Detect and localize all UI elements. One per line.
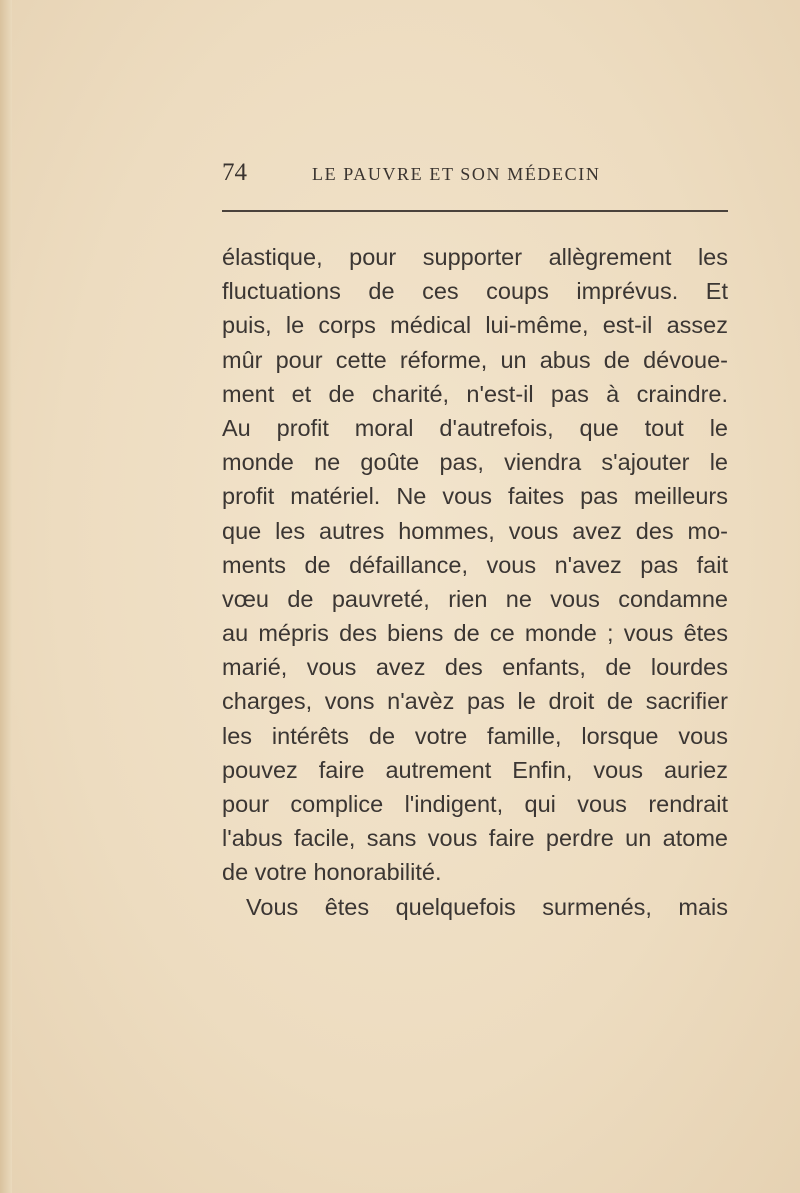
text-line: vœu de pauvreté, rien ne vous condamne (222, 585, 728, 612)
text-line: puis, le corps médical lui-même, est-il assez (222, 312, 728, 339)
text-line: ment et de charité, n'est-il pas à craindre. (222, 380, 728, 407)
header-rule (222, 210, 728, 212)
text-line: Au profit moral d'autrefois, que tout le (222, 414, 728, 441)
text-line: que les autres hommes, vous avez des mo- (222, 517, 728, 544)
text-line: élastique, pour supporter allègrement les (222, 244, 728, 270)
body-text (222, 240, 728, 924)
text-line: monde ne goûte pas, viendra s'ajouter le (222, 449, 728, 476)
text-line: au mépris des biens de ce monde ; vous êtes (222, 620, 728, 647)
running-title: LE PAUVRE ET SON MÉDECIN (312, 164, 601, 184)
text-line: marié, vous avez des enfants, de lourdes (222, 654, 728, 681)
page-header (222, 156, 728, 192)
text-line: mûr pour cette réforme, un abus de dévoue- (222, 346, 728, 373)
paragraph-first-line: Vous êtes quelquefois surmenés, mais (246, 893, 728, 920)
text-line: pour complice l'indigent, qui vous rendrait (222, 791, 728, 817)
text-line: de votre honorabilité. (222, 859, 442, 886)
text-line: fluctuations de ces coups imprévus. Et (222, 278, 728, 305)
text-line: charges, vons n'avèz pas le droit de sacrifier (222, 688, 728, 715)
text-line: les intérêts de votre famille, lorsque vous (222, 722, 728, 749)
text-line: profit matériel. Ne vous faites pas meilleurs (222, 483, 728, 510)
text-line: pouvez faire autrement Enfin, vous auriez (222, 756, 728, 783)
page-edge-shadow (0, 0, 12, 1193)
text-line: l'abus facile, sans vous faire perdre un atome (222, 825, 728, 852)
page-number: 74 (222, 159, 247, 186)
text-line: ments de défaillance, vous n'avez pas fait (222, 551, 728, 578)
